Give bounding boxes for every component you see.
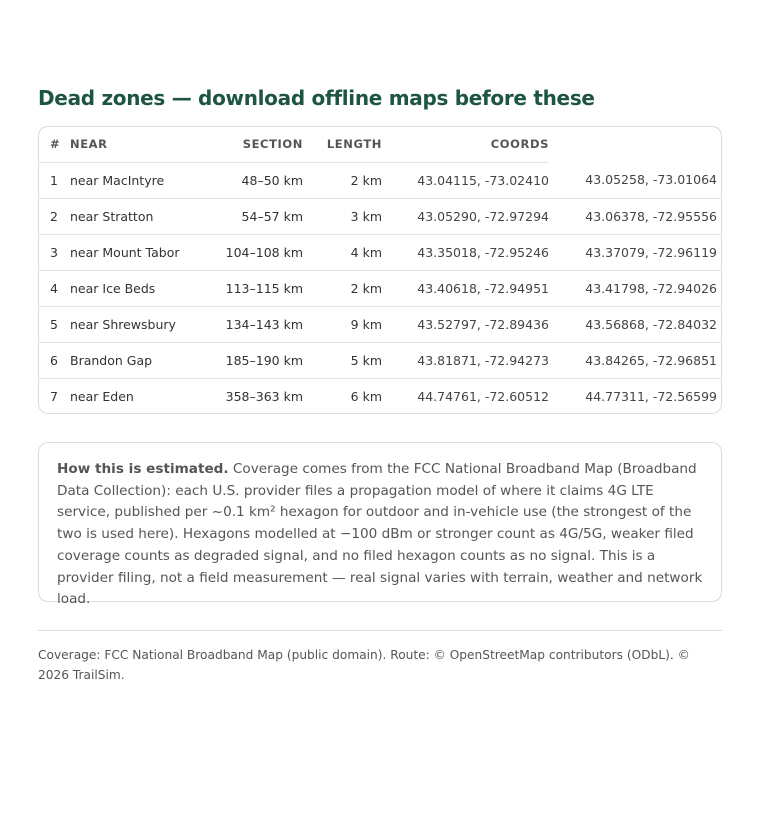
row-coord-end: 43.84265, -72.96851 (549, 342, 722, 378)
row-length: 2 km (350, 172, 382, 188)
header-blank (549, 127, 722, 162)
row-length: 3 km (303, 198, 382, 234)
row-length: 5 km (303, 342, 382, 378)
row-near: near Shrewsbury (70, 306, 212, 342)
table-row (39, 198, 722, 234)
row-length: 6 km (303, 378, 382, 414)
row-coord-start: 43.40618, -72.94951 (382, 270, 549, 306)
row-near: near MacIntyre (70, 172, 165, 188)
row-number: 3 (39, 234, 70, 270)
row-section: 358–363 km (212, 378, 303, 414)
footer-divider (38, 630, 722, 631)
row-coord-start: 43.05290, -72.97294 (382, 198, 549, 234)
row-near: near Eden (70, 378, 212, 414)
row-coord-end: 44.77311, -72.56599 (549, 378, 722, 414)
row-coord-end: 43.41798, -72.94026 (549, 270, 722, 306)
row-coord-start: 43.04115, -73.02410 (417, 172, 549, 188)
table-row (39, 234, 722, 270)
row-number: 4 (39, 270, 70, 306)
row-number: 5 (39, 306, 70, 342)
table-header-row (39, 127, 722, 162)
footer-attribution: Coverage: FCC National Broadband Map (public domain). Route: © OpenStreetMap contributors (ODbL). © 2026 TrailSim. (38, 648, 690, 682)
table-row (39, 162, 722, 198)
row-section: 48–50 km (241, 172, 303, 188)
row-number: 6 (39, 342, 70, 378)
row-section: 134–143 km (212, 306, 303, 342)
row-coord-start: 43.81871, -72.94273 (382, 342, 549, 378)
header-coords: COORDS (382, 127, 549, 162)
row-near: near Stratton (70, 198, 212, 234)
row-near: near Ice Beds (70, 270, 212, 306)
row-length: 9 km (303, 306, 382, 342)
row-coord-end: 43.06378, -72.95556 (549, 198, 722, 234)
row-section: 104–108 km (212, 234, 303, 270)
table-row (39, 342, 722, 378)
row-length: 4 km (303, 234, 382, 270)
row-number: 1 (50, 172, 58, 188)
row-number: 7 (39, 378, 70, 414)
header-num: # (39, 127, 70, 162)
row-coord-start: 44.74761, -72.60512 (382, 378, 549, 414)
row-coord-end: 43.37079, -72.96119 (549, 234, 722, 270)
row-near: near Mount Tabor (70, 234, 212, 270)
note-body: Coverage comes from the FCC National Broadband Map (Broadband Data Collection): each U.S. provider files a propagation model of where it claims 4G LTE service, published per ~0.1 km² hexagon for outdoor and in-vehicle use (the strongest of the two is used here). Hexagons modelled at −100 dBm or stronger count as 4G/5G, weaker filed coverage counts as degraded signal, and no filed hexagon counts as no signal. This is a provider filing, not a field measurement — real signal varies with terrain, weather and network load. (57, 461, 703, 608)
row-coord-start: 43.52797, -72.89436 (382, 306, 549, 342)
table-body (39, 162, 722, 414)
row-number: 2 (39, 198, 70, 234)
page-title: Dead zones — download offline maps before these (38, 86, 595, 110)
table-row (39, 270, 722, 306)
note-heading: How this is estimated. (57, 461, 229, 477)
row-coord-start: 43.35018, -72.95246 (382, 234, 549, 270)
dead-zones-table (39, 127, 722, 414)
dead-zones-table-card (38, 126, 722, 414)
row-coord-end: 43.05258, -73.01064 (585, 172, 717, 188)
header-section: SECTION (212, 127, 303, 162)
header-length: LENGTH (303, 127, 382, 162)
estimation-note (38, 442, 722, 608)
row-near: Brandon Gap (70, 342, 212, 378)
header-near: NEAR (70, 127, 212, 162)
table-row (39, 378, 722, 414)
row-section: 185–190 km (212, 342, 303, 378)
table-row (39, 306, 722, 342)
row-coord-end: 43.56868, -72.84032 (549, 306, 722, 342)
row-section: 113–115 km (212, 270, 303, 306)
row-length: 2 km (303, 270, 382, 306)
row-section: 54–57 km (212, 198, 303, 234)
